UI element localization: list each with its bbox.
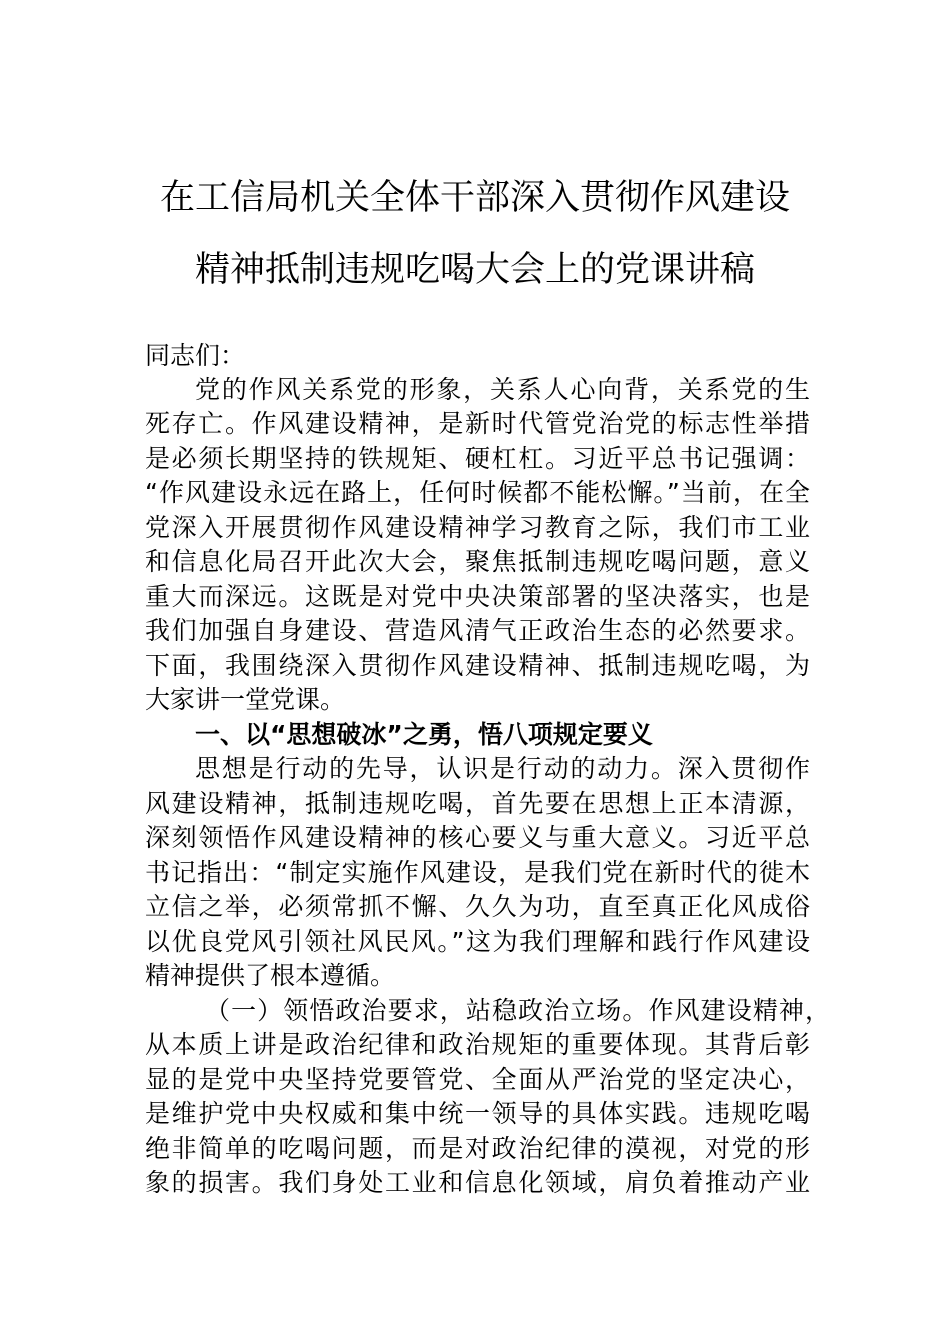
document-title-line-2: 精神抵制违规吃喝大会上的党课讲稿 [194, 250, 755, 290]
paragraph-line: 党的作风关系党的形象，关系人心向背，关系党的生 [195, 375, 810, 404]
paragraph-line: 是维护党中央权威和集中统一领导的具体实践。违规吃喝 [145, 1099, 810, 1128]
paragraph-line: 死存亡。作风建设精神，是新时代管党治党的标志性举措 [145, 409, 810, 438]
salutation: 同志们： [145, 341, 246, 370]
paragraph-line: 大家讲一堂党课。 [145, 685, 346, 714]
paragraph-line: 思想是行动的先导，认识是行动的动力。深入贯彻作 [195, 754, 810, 783]
section-heading-1: 一、以“思想破冰”之勇，悟八项规定要义 [195, 720, 653, 749]
paragraph-line: 下面，我围绕深入贯彻作风建设精神、抵制违规吃喝，为 [145, 651, 810, 680]
paragraph-line: 和信息化局召开此次大会，聚焦抵制违规吃喝问题，意义 [145, 547, 810, 576]
paragraph-line: 象的损害。我们身处工业和信息化领域，肩负着推动产业 [145, 1168, 810, 1197]
paragraph-line: 立信之举，必须常抓不懈、久久为功，直至真正化风成俗 [145, 892, 810, 921]
paragraph-line: 显的是党中央坚持党要管党、全面从严治党的坚定决心， [145, 1065, 810, 1094]
paragraph-line: “作风建设永远在路上，任何时候都不能松懈。”当前，在全 [145, 478, 810, 507]
paragraph-line: 风建设精神，抵制违规吃喝，首先要在思想上正本清源， [145, 789, 810, 818]
paragraph-line: 是必须长期坚持的铁规矩、硬杠杠。习近平总书记强调： [145, 444, 810, 473]
paragraph-line: 我们加强自身建设、营造风清气正政治生态的必然要求。 [145, 616, 810, 645]
paragraph-line: 精神提供了根本遵循。 [145, 961, 396, 990]
paragraph-line: 从本质上讲是政治纪律和政治规矩的重要体现。其背后彰 [145, 1030, 810, 1059]
subsection-line: （一）领悟政治要求，站稳政治立场。作风建设精神， [205, 996, 830, 1025]
paragraph-line: 以优良党风引领社风民风。”这为我们理解和践行作风建设 [145, 927, 810, 956]
paragraph-line: 书记指出：“制定实施作风建设，是我们党在新时代的徙木 [145, 858, 810, 887]
paragraph-line: 绝非简单的吃喝问题，而是对政治纪律的漠视，对党的形 [145, 1134, 810, 1163]
document-title-line-1: 在工信局机关全体干部深入贯彻作风建设 [159, 178, 790, 218]
paragraph-line: 深刻领悟作风建设精神的核心要义与重大意义。习近平总 [145, 823, 810, 852]
paragraph-line: 党深入开展贯彻作风建设精神学习教育之际，我们市工业 [145, 513, 810, 542]
paragraph-line: 重大而深远。这既是对党中央决策部署的坚决落实，也是 [145, 582, 810, 611]
